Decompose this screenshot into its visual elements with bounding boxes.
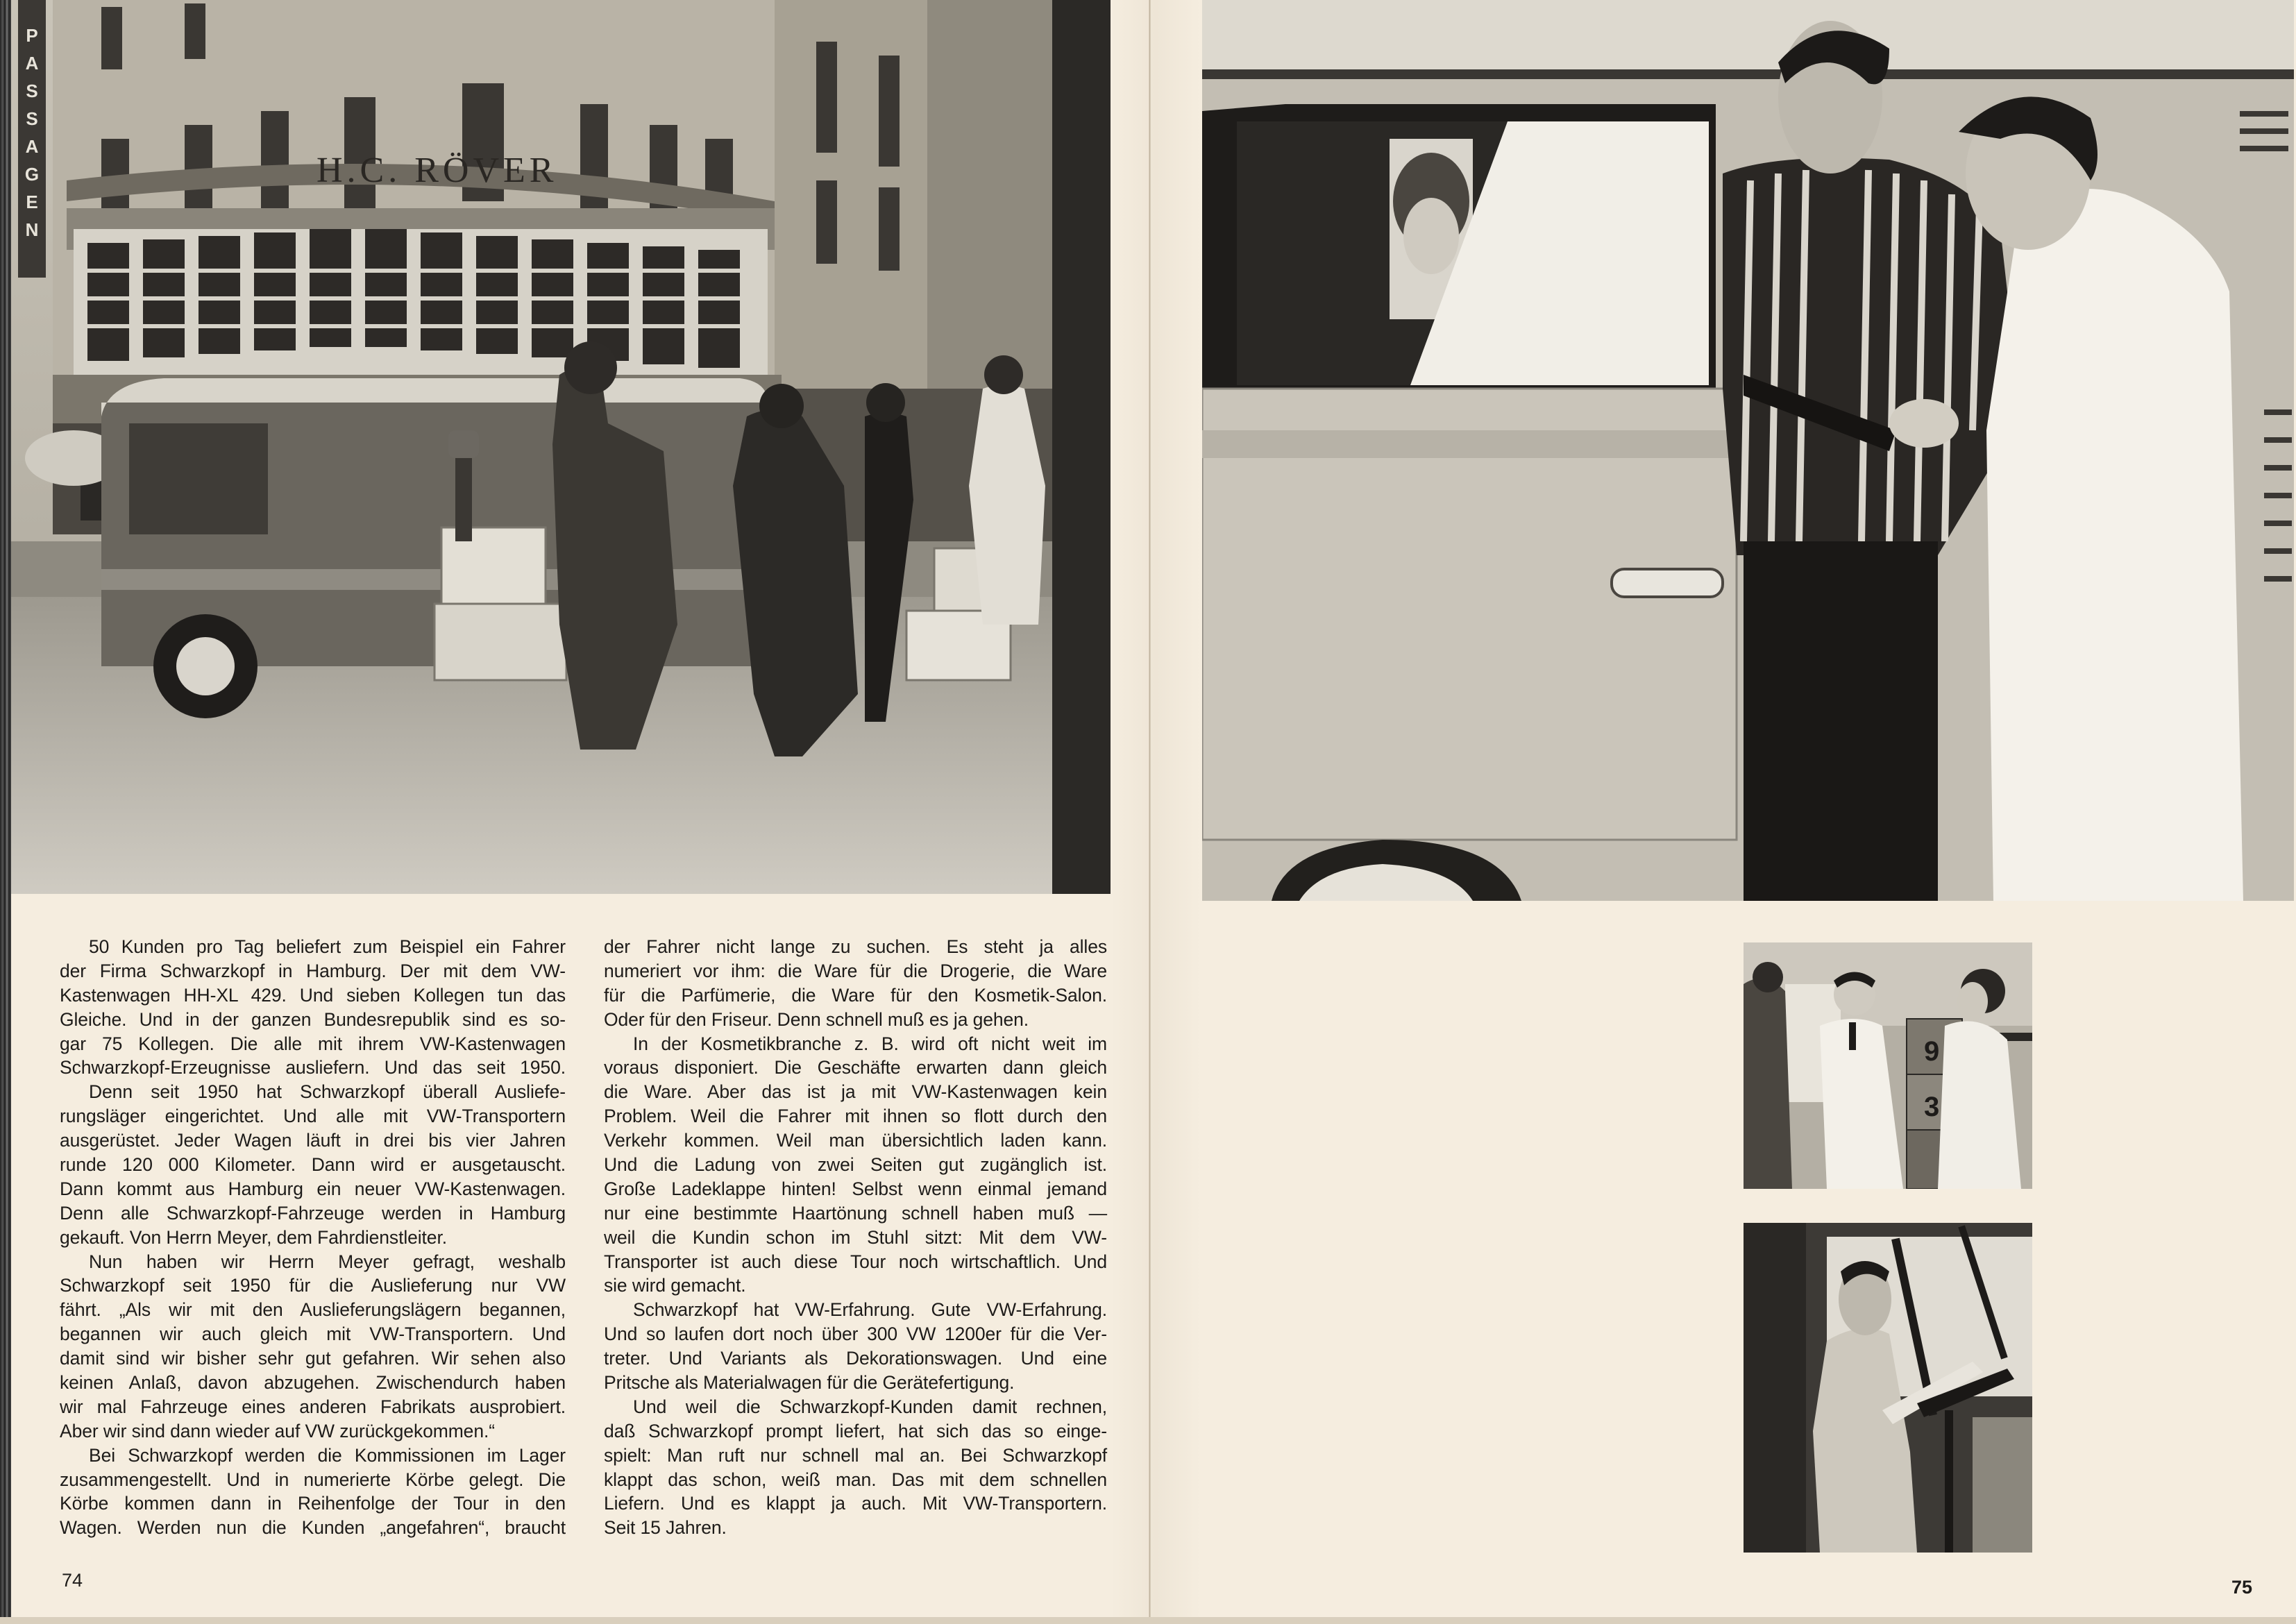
text-line: Problem. Weil die Fahrer mit ihnen so flott durch den xyxy=(604,1106,1107,1127)
page-gutter xyxy=(1149,0,1151,1624)
text-line: Pritsche als Materialwagen für die Gerätefertigung. xyxy=(604,1372,1015,1394)
text-line: Und weil die Schwarzkopf-Kunden damit rechnen, xyxy=(633,1396,1107,1417)
text-line: Seit 15 Jahren. xyxy=(604,1517,727,1539)
text-line: weil die Kundin schon im Stuhl sitzt: Mit dem VW- xyxy=(604,1226,1107,1248)
page-number-right: 75 xyxy=(2231,1577,2253,1598)
text-line: begannen wir auch gleich mit VW-Transportern. Und xyxy=(60,1323,566,1345)
article-column-2 xyxy=(604,935,1107,1540)
text-line: treter. Und Variants als Dekorationswagen. Und eine xyxy=(604,1348,1107,1369)
text-line: Denn seit 1950 hat Schwarzkopf überall Ausliefe- xyxy=(89,1081,566,1103)
text-line: voraus disponiert. Die Geschäfte erwarten dann gleich xyxy=(604,1057,1107,1079)
text-line: Transporter ist auch diese Tour noch wirtschaftlich. Und xyxy=(604,1251,1107,1272)
text-line: gekauft. Von Herrn Meyer, dem Fahrdienstleiter. xyxy=(60,1226,447,1248)
svg-text:H.C. RÖVER: H.C. RÖVER xyxy=(316,151,558,190)
text-line: rungsläger eingerichtet. Und alle mit VW-Transportern xyxy=(60,1106,566,1127)
text-line: spielt: Man ruft nur schnell mal an. Bei Schwarzkopf xyxy=(604,1444,1107,1466)
text-line: für die Parfümerie, die Ware für den Kosmetik-Salon. xyxy=(604,984,1107,1006)
text-line: Nun haben wir Herrn Meyer gefragt, weshalb xyxy=(89,1251,566,1272)
text-line: Körbe kommen dann in Reihenfolge der Tour in den xyxy=(60,1493,566,1514)
text-line: fährt. „Als wir mit den Auslieferungslägern begannen, xyxy=(60,1299,566,1321)
text-line: nur eine bestimmte Haartönung schnell haben muß — xyxy=(604,1202,1107,1224)
svg-text:3: 3 xyxy=(1924,1092,1940,1122)
text-line: Und so laufen dort noch über 300 VW 1200er für die Ver- xyxy=(604,1323,1107,1345)
spine-shadow xyxy=(1111,0,1201,1624)
text-line: Schwarzkopf seit 1950 für die Auslieferung nur VW xyxy=(60,1275,566,1296)
text-line: Große Ladeklappe hinten! Selbst wenn einmal jemand xyxy=(604,1178,1107,1199)
text-line: Dann kommt aus Hamburg ein neuer VW-Kastenwagen. xyxy=(60,1178,566,1199)
text-line: Schwarzkopf hat VW-Erfahrung. Gute VW-Erfahrung. xyxy=(633,1299,1107,1321)
svg-text:G: G xyxy=(24,164,40,185)
text-line: gar 75 Kollegen. Die alle mit ihrem VW-Kastenwagen xyxy=(60,1033,566,1054)
text-line: daß Schwarzkopf prompt liefert, hat sich das so einge- xyxy=(604,1420,1107,1441)
page-number-left: 74 xyxy=(62,1570,83,1591)
text-line: damit sind wir bisher sehr gut gefahren. Wir sehen also xyxy=(60,1348,566,1369)
text-line: 50 Kunden pro Tag beliefert zum Beispiel ein Fahrer xyxy=(89,936,566,957)
svg-text:9: 9 xyxy=(1924,1036,1940,1067)
article-column-1 xyxy=(60,935,566,1540)
text-line: Oder für den Friseur. Denn schnell muß es ja gehen. xyxy=(604,1008,1029,1030)
text-line: Bei Schwarzkopf werden die Kommissionen im Lager xyxy=(89,1444,566,1466)
text-line: Schwarzkopf-Erzeugnisse ausliefern. Und das seit 1950. xyxy=(60,1057,566,1079)
text-line: Aber wir sind dann wieder auf VW zurückgekommen.“ xyxy=(60,1420,495,1441)
text-line: die Ware. Aber das ist ja mit VW-Kastenwagen kein xyxy=(604,1081,1107,1103)
text-line: ausgerüstet. Jeder Wagen läuft in drei bis vier Jahren xyxy=(60,1130,566,1151)
text-line: wir mal Fahrzeuge eines anderen Fabrikats ausprobiert. xyxy=(60,1396,566,1417)
text-line: Verkehr kommen. Weil man übersichtlich laden kann. xyxy=(604,1130,1107,1151)
text-line: Kastenwagen HH-XL 429. Und sieben Kollegen tun das xyxy=(60,984,566,1006)
text-line: Liefern. Und es klappt ja auch. Mit VW-Transportern. xyxy=(604,1493,1107,1514)
book-binding-edge xyxy=(0,0,11,1624)
svg-text:A: A xyxy=(25,136,39,157)
text-line: klappt das schon, weiß man. Das mit dem schnellen xyxy=(604,1469,1107,1490)
svg-text:S: S xyxy=(26,108,38,129)
text-line: runde 120 000 Kilometer. Dann wird er ausgetauscht. xyxy=(60,1154,566,1176)
text-line: Gleiche. Und in der ganzen Bundesrepublik sind es so- xyxy=(60,1008,566,1030)
text-line: sie wird gemacht. xyxy=(604,1275,746,1296)
text-line: Wagen. Werden nun die Kunden „angefahren“, braucht xyxy=(60,1517,566,1539)
text-line: In der Kosmetikbranche z. B. wird oft nicht weit im xyxy=(633,1033,1107,1054)
photo-van-door-two-men xyxy=(1202,0,2294,901)
page-bottom-edge xyxy=(0,1617,2296,1624)
text-line: numeriert vor ihm: die Ware für die Drogerie, die Ware xyxy=(604,960,1107,981)
svg-text:N: N xyxy=(25,219,39,240)
text-line: der Firma Schwarzkopf in Hamburg. Der mit dem VW- xyxy=(60,960,566,981)
svg-text:P: P xyxy=(26,25,38,46)
text-line: der Fahrer nicht lange zu suchen. Es steht ja alles xyxy=(604,936,1107,957)
svg-text:S: S xyxy=(26,81,38,101)
text-line: Denn alle Schwarzkopf-Fahrzeuge werden in Hamburg xyxy=(60,1202,566,1224)
photo-warehouse-baskets xyxy=(1744,942,2032,1189)
svg-text:E: E xyxy=(26,192,38,212)
text-line: keinen Anlaß, davon abzugehen. Zwischendurch haben xyxy=(60,1372,566,1394)
svg-text:A: A xyxy=(25,53,39,74)
photo-driver-in-cab xyxy=(1744,1223,2032,1553)
text-line: zusammengestellt. Und in numerierte Körbe gelegt. Die xyxy=(60,1469,566,1490)
text-line: Und die Ladung von zwei Seiten gut zugänglich ist. xyxy=(604,1154,1107,1176)
photo-street-delivery xyxy=(11,0,1111,894)
